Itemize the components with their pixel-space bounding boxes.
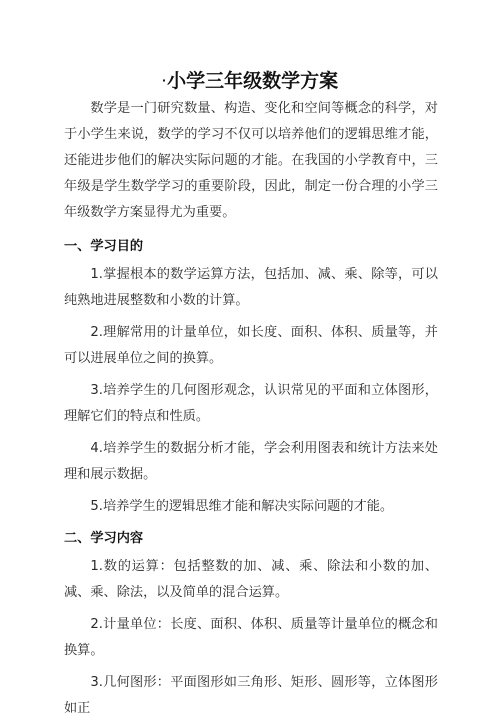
intro-paragraph: 数学是一门研究数量、构造、变化和空间等概念的科学，对于小学生来说，数学的学习不仅可以培养他们的逻辑思维才能，还能进步他们的解决实际问题的才能。在我国的小学教育中，三年级是学生数学学习的重要阶段，因此，制定一份合理的小学三年级数学方案显得尤为重要。 <box>64 101 438 220</box>
section-content <box>64 526 438 722</box>
document-body <box>64 96 438 728</box>
list-item: 3.几何图形：平面图形如三角形、矩形、圆形等，立体图形如正 <box>64 675 438 716</box>
list-item: 5.培养学生的逻辑思维才能和解决实际问题的才能。 <box>90 499 394 514</box>
list-item: 4.培养学生的数据分析才能，学会利用图表和统计方法来处理和展示数据。 <box>64 441 438 482</box>
list-item: 1.掌握根本的数学运算方法，包括加、减、乘、除等，可以纯熟地进展整数和小数的计算。 <box>64 267 438 308</box>
list-item: 2.理解常用的计量单位，如长度、面积、体积、质量等，并可以进展单位之间的换算。 <box>64 325 438 366</box>
list-item: 3.培养学生的几何图形观念，认识常见的平面和立体图形，理解它们的特点和性质。 <box>64 383 438 424</box>
section-heading: 二、学习内容 <box>64 531 144 546</box>
section-heading: 一、学习目的 <box>64 239 144 254</box>
title-text: 小学三年级数学方案 <box>167 70 339 92</box>
list-item: 2.计量单位：长度、面积、体积、质量等计量单位的概念和换算。 <box>64 617 438 658</box>
list-item: 1.数的运算：包括整数的加、减、乘、除法和小数的加、减、乘、除法，以及简单的混合运算。 <box>64 559 438 600</box>
title-mark: · <box>161 74 167 87</box>
document-title <box>0 66 500 96</box>
section-goals <box>64 234 438 520</box>
